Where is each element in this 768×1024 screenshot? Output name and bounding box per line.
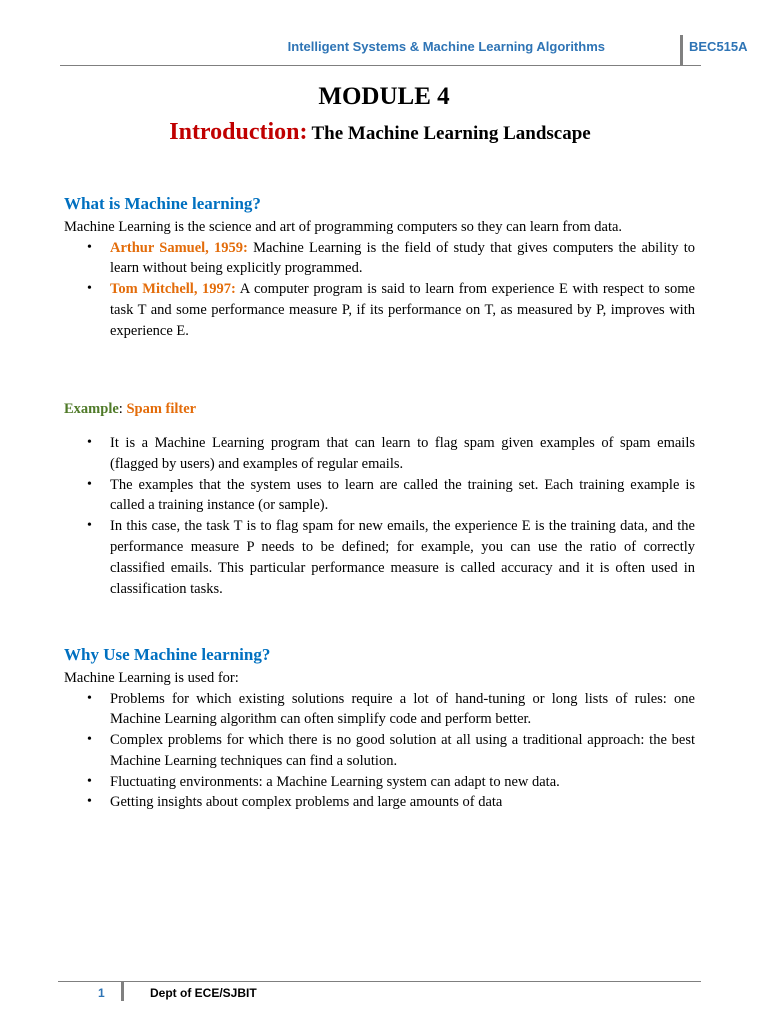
author-name: Arthur Samuel, 1959:	[110, 239, 248, 256]
course-title: Intelligent Systems & Machine Learning Algorithms	[287, 39, 605, 54]
section-heading: Why Use Machine learning?	[64, 645, 271, 664]
example-heading	[64, 399, 695, 419]
bullet-icon: •	[87, 732, 92, 748]
chapter-title-label: Introduction:	[169, 119, 308, 145]
department-label: Dept of ECE/SJBIT	[150, 986, 257, 1000]
list-item	[64, 475, 695, 517]
author-name: Tom Mitchell, 1997:	[110, 281, 236, 298]
list-item	[64, 792, 695, 813]
list-item-text: In this case, the task T is to flag spam for new emails, the experience E is the training data, and the performance measure P needs to be defined; for example, you can use the ratio of correctly classified emails. This particular performance measure is called accuracy and it is often used in classification tasks.	[110, 518, 695, 597]
chapter-title	[0, 117, 760, 150]
section-why-use-ml	[64, 644, 695, 813]
list-item-text: A computer program is said to learn from experience E with respect to some task T and some performance measure P, if its performance on T, as measured by P, improves with experience E.	[110, 281, 695, 339]
bullet-icon: •	[87, 476, 92, 492]
bullet-icon: •	[87, 690, 92, 706]
definition-list	[64, 238, 695, 342]
example-label: Example	[64, 401, 119, 417]
list-item-text: Fluctuating environments: a Machine Learning system can adapt to new data.	[110, 773, 560, 790]
list-item-text: The examples that the system uses to learn are called the training set. Each training example is called a training instance (or sample).	[110, 476, 695, 514]
list-item-text: Machine Learning is the field of study that gives computers the ability to learn without being explicitly programmed.	[110, 239, 695, 277]
running-header	[60, 33, 748, 66]
footer-rule	[58, 981, 701, 982]
bullet-icon: •	[87, 281, 92, 297]
chapter-title-text: The Machine Learning Landscape	[311, 123, 591, 144]
bullet-icon: •	[87, 794, 92, 810]
section-example	[64, 399, 695, 599]
bullet-icon: •	[87, 518, 92, 534]
uses-list	[64, 689, 695, 814]
list-item	[64, 279, 695, 341]
list-item-text: Complex problems for which there is no good solution at all using a traditional approach: the best Machine Learning techniques can find a solution.	[110, 732, 695, 769]
list-item	[64, 238, 695, 280]
list-item	[64, 516, 695, 599]
header-separator	[680, 35, 683, 65]
course-code: BEC515A	[689, 39, 748, 54]
list-item	[64, 433, 695, 475]
list-item-text: It is a Machine Learning program that can learn to flag spam given examples of spam emails (flagged by users) and examples of regular emails.	[110, 435, 695, 472]
example-separator: :	[118, 401, 127, 417]
why-use-intro: Machine Learning is used for:	[64, 670, 239, 686]
section-heading: What is Machine learning?	[64, 194, 261, 213]
example-topic: Spam filter	[126, 401, 197, 417]
list-item	[64, 689, 695, 731]
footer-separator	[121, 981, 124, 1001]
definition-paragraph: Machine Learning is the science and art of programming computers so they can learn from data.	[64, 219, 623, 235]
bullet-icon: •	[87, 239, 92, 255]
module-title: MODULE 4	[318, 83, 450, 110]
bullet-icon: •	[87, 435, 92, 450]
list-item	[64, 730, 695, 772]
bullet-icon: •	[87, 773, 92, 789]
list-item-text: Getting insights about complex problems and large amounts of data	[110, 794, 503, 811]
section-what-is-ml	[64, 193, 695, 341]
page-number: 1	[98, 986, 105, 1000]
list-item	[64, 772, 695, 793]
list-item-text: Problems for which existing solutions require a lot of hand-tuning or long lists of rules: one Machine Learning algorithm can often simplify code and perform better.	[110, 690, 695, 728]
example-list	[64, 433, 695, 599]
